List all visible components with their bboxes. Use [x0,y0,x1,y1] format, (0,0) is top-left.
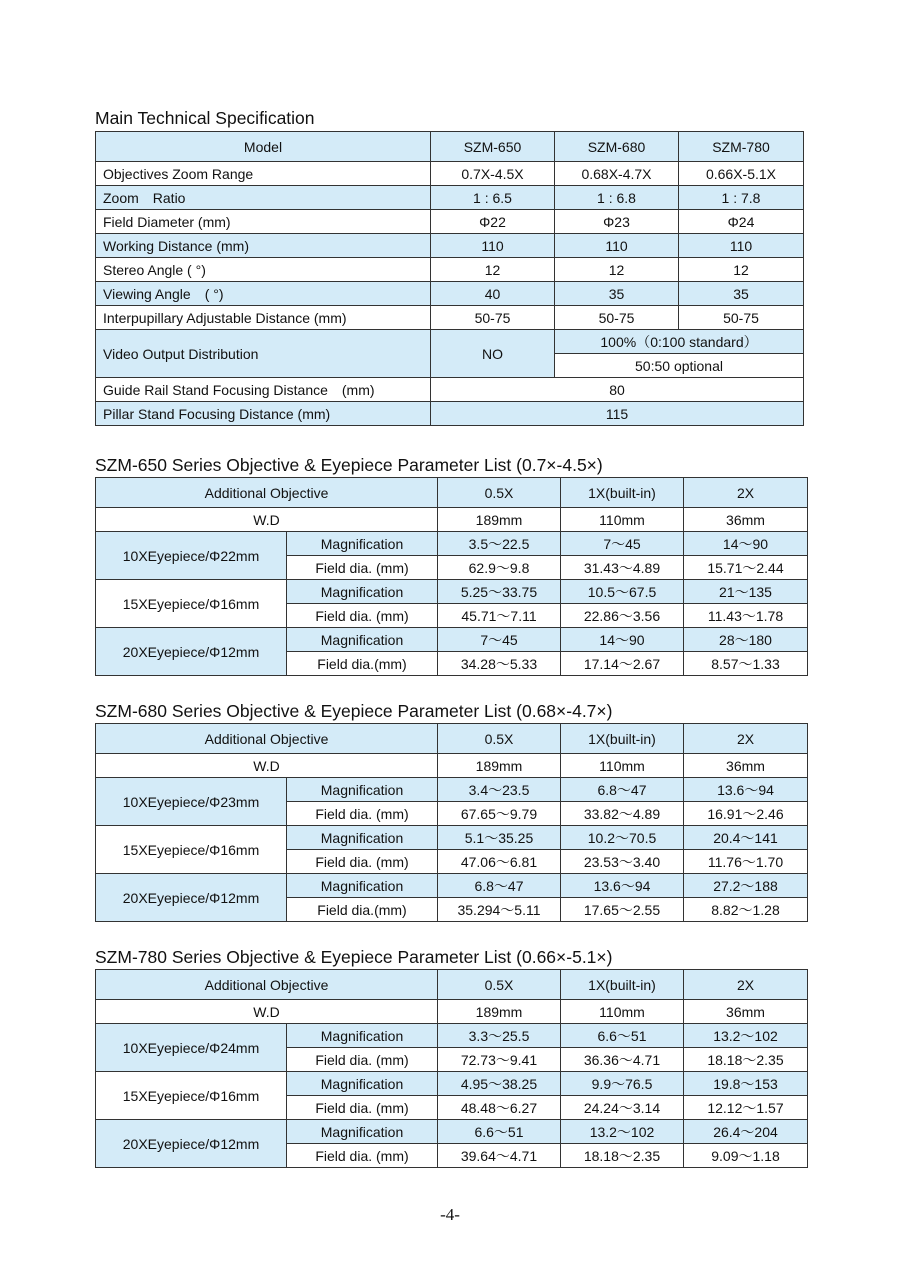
spec-label: Working Distance (mm) [96,234,431,258]
cell-value: 9.09～1.18 [684,1144,808,1168]
magnification-row [96,532,808,556]
cell-value: 47.06～6.81 [438,850,561,874]
spec-value: Φ23 [555,210,679,234]
spec-row [96,186,804,210]
spec-row [96,402,804,426]
cell-value: 15.71～2.44 [684,556,808,580]
cell-value: 5.1～35.25 [438,826,561,850]
spec-value: 115 [431,402,804,426]
magnification-row [96,874,808,898]
cell-value: 8.57～1.33 [684,652,808,676]
eyepiece-label: 10XEyepiece/Φ24mm [96,1024,287,1072]
cell-value: 4.95～38.25 [438,1072,561,1096]
spec-value: 110 [555,234,679,258]
cell-value: 13.6～94 [561,874,684,898]
row-label: Magnification [287,532,438,556]
wd-value: 110mm [561,1000,684,1024]
spec-value: Φ22 [431,210,555,234]
header-cell: 2X [684,478,808,508]
spec-value: 35 [679,282,804,306]
header-cell: 2X [684,724,808,754]
row-label: Field dia.(mm) [287,652,438,676]
main-spec-title: Main Technical Specification [95,108,315,128]
szm650-title: SZM-650 Series Objective & Eyepiece Parameter List (0.7×-4.5×) [95,455,603,475]
spec-value: 0.7X-4.5X [431,162,555,186]
row-label: Field dia.(mm) [287,898,438,922]
header-cell: 1X(built-in) [561,970,684,1000]
cell-value: 34.28～5.33 [438,652,561,676]
row-label: Magnification [287,1120,438,1144]
row-label: Magnification [287,628,438,652]
row-label: Magnification [287,580,438,604]
wd-row [96,1000,808,1024]
eyepiece-label: 15XEyepiece/Φ16mm [96,826,287,874]
spec-value: 1 : 7.8 [679,186,804,210]
cell-value: 14～90 [684,532,808,556]
cell-value: 19.8～153 [684,1072,808,1096]
eyepiece-label: 10XEyepiece/Φ22mm [96,532,287,580]
szm680-table [95,723,808,922]
wd-value: 110mm [561,754,684,778]
cell-value: 16.91～2.46 [684,802,808,826]
spec-value: 35 [555,282,679,306]
row-label: Magnification [287,826,438,850]
wd-value: 189mm [438,1000,561,1024]
cell-value: 24.24～3.14 [561,1096,684,1120]
spec-value: 12 [431,258,555,282]
cell-value: 6.6～51 [561,1024,684,1048]
cell-value: 17.65～2.55 [561,898,684,922]
cell-value: 5.25～33.75 [438,580,561,604]
spec-value: 12 [555,258,679,282]
spec-value: 50:50 optional [555,354,804,378]
cell-value: 11.43～1.78 [684,604,808,628]
cell-value: 7～45 [561,532,684,556]
header-additional-objective: Additional Objective [96,724,438,754]
row-label: Field dia. (mm) [287,556,438,580]
spec-value: 1 : 6.5 [431,186,555,210]
cell-value: 72.73～9.41 [438,1048,561,1072]
header-additional-objective: Additional Objective [96,478,438,508]
spec-label: Zoom Ratio [96,186,431,210]
wd-label: W.D [96,1000,438,1024]
wd-label: W.D [96,508,438,532]
row-label: Field dia. (mm) [287,1048,438,1072]
cell-value: 31.43～4.89 [561,556,684,580]
spec-label: Objectives Zoom Range [96,162,431,186]
row-label: Magnification [287,874,438,898]
main-spec-table [95,131,804,426]
wd-value: 110mm [561,508,684,532]
param-header-row [96,724,808,754]
cell-value: 18.18～2.35 [684,1048,808,1072]
video-output-row [96,330,804,354]
spec-row [96,378,804,402]
cell-value: 36.36～4.71 [561,1048,684,1072]
spec-row [96,258,804,282]
header-cell: 0.5X [438,724,561,754]
spec-value: 12 [679,258,804,282]
row-label: Field dia. (mm) [287,1144,438,1168]
cell-value: 10.2～70.5 [561,826,684,850]
spec-value: Φ24 [679,210,804,234]
param-header-row [96,970,808,1000]
cell-value: 6.6～51 [438,1120,561,1144]
cell-value: 8.82～1.28 [684,898,808,922]
main-spec-header-row [96,132,804,162]
spec-value: 80 [431,378,804,402]
spec-label: Pillar Stand Focusing Distance (mm) [96,402,431,426]
header-cell: 2X [684,970,808,1000]
spec-value: 50-75 [431,306,555,330]
param-header-row [96,478,808,508]
wd-value: 36mm [684,508,808,532]
cell-value: 48.48～6.27 [438,1096,561,1120]
wd-row [96,508,808,532]
magnification-row [96,1024,808,1048]
header-szm680: SZM-680 [555,132,679,162]
spec-value: NO [431,330,555,378]
cell-value: 28～180 [684,628,808,652]
row-label: Magnification [287,778,438,802]
szm780-table [95,969,808,1168]
header-model: Model [96,132,431,162]
header-cell: 1X(built-in) [561,478,684,508]
szm680-title: SZM-680 Series Objective & Eyepiece Parameter List (0.68×-4.7×) [95,701,613,721]
szm650-table [95,477,808,676]
spec-value: 50-75 [555,306,679,330]
header-cell: 0.5X [438,478,561,508]
cell-value: 21～135 [684,580,808,604]
row-label: Field dia. (mm) [287,850,438,874]
spec-row [96,162,804,186]
cell-value: 6.8～47 [438,874,561,898]
eyepiece-label: 20XEyepiece/Φ12mm [96,874,287,922]
row-label: Field dia. (mm) [287,802,438,826]
cell-value: 7～45 [438,628,561,652]
row-label: Magnification [287,1024,438,1048]
magnification-row [96,580,808,604]
wd-value: 189mm [438,754,561,778]
spec-value: 0.66X-5.1X [679,162,804,186]
header-additional-objective: Additional Objective [96,970,438,1000]
cell-value: 3.4～23.5 [438,778,561,802]
cell-value: 13.2～102 [561,1120,684,1144]
spec-row [96,234,804,258]
cell-value: 22.86～3.56 [561,604,684,628]
spec-label: Field Diameter (mm) [96,210,431,234]
wd-value: 189mm [438,508,561,532]
wd-row [96,754,808,778]
header-cell: 1X(built-in) [561,724,684,754]
eyepiece-label: 15XEyepiece/Φ16mm [96,580,287,628]
eyepiece-label: 20XEyepiece/Φ12mm [96,628,287,676]
cell-value: 17.14～2.67 [561,652,684,676]
spec-value: 110 [679,234,804,258]
spec-value: 1 : 6.8 [555,186,679,210]
eyepiece-label: 20XEyepiece/Φ12mm [96,1120,287,1168]
magnification-row [96,1120,808,1144]
spec-label: Video Output Distribution [96,330,431,378]
wd-value: 36mm [684,1000,808,1024]
cell-value: 26.4～204 [684,1120,808,1144]
cell-value: 45.71～7.11 [438,604,561,628]
page-number: -4- [440,1205,460,1224]
row-label: Field dia. (mm) [287,604,438,628]
row-label: Magnification [287,1072,438,1096]
spec-value: 110 [431,234,555,258]
magnification-row [96,778,808,802]
spec-value: 50-75 [679,306,804,330]
magnification-row [96,826,808,850]
cell-value: 23.53～3.40 [561,850,684,874]
spec-value: 100%（0:100 standard） [555,330,804,354]
cell-value: 33.82～4.89 [561,802,684,826]
spec-row [96,282,804,306]
cell-value: 12.12～1.57 [684,1096,808,1120]
cell-value: 10.5～67.5 [561,580,684,604]
cell-value: 27.2～188 [684,874,808,898]
cell-value: 9.9～76.5 [561,1072,684,1096]
cell-value: 20.4～141 [684,826,808,850]
cell-value: 13.2～102 [684,1024,808,1048]
spec-value: 0.68X-4.7X [555,162,679,186]
cell-value: 18.18～2.35 [561,1144,684,1168]
row-label: Field dia. (mm) [287,1096,438,1120]
cell-value: 11.76～1.70 [684,850,808,874]
spec-row [96,210,804,234]
spec-label: Stereo Angle ( °) [96,258,431,282]
cell-value: 67.65～9.79 [438,802,561,826]
spec-label: Guide Rail Stand Focusing Distance (mm) [96,378,431,402]
spec-label: Interpupillary Adjustable Distance (mm) [96,306,431,330]
cell-value: 62.9～9.8 [438,556,561,580]
cell-value: 14～90 [561,628,684,652]
magnification-row [96,628,808,652]
spec-value: 40 [431,282,555,306]
header-cell: 0.5X [438,970,561,1000]
spec-row [96,306,804,330]
magnification-row [96,1072,808,1096]
eyepiece-label: 10XEyepiece/Φ23mm [96,778,287,826]
header-szm780: SZM-780 [679,132,804,162]
cell-value: 39.64～4.71 [438,1144,561,1168]
spec-label: Viewing Angle ( °) [96,282,431,306]
wd-label: W.D [96,754,438,778]
wd-value: 36mm [684,754,808,778]
cell-value: 13.6～94 [684,778,808,802]
cell-value: 3.3～25.5 [438,1024,561,1048]
header-szm650: SZM-650 [431,132,555,162]
eyepiece-label: 15XEyepiece/Φ16mm [96,1072,287,1120]
cell-value: 35.294～5.11 [438,898,561,922]
szm780-title: SZM-780 Series Objective & Eyepiece Parameter List (0.66×-5.1×) [95,947,613,967]
cell-value: 3.5～22.5 [438,532,561,556]
cell-value: 6.8～47 [561,778,684,802]
